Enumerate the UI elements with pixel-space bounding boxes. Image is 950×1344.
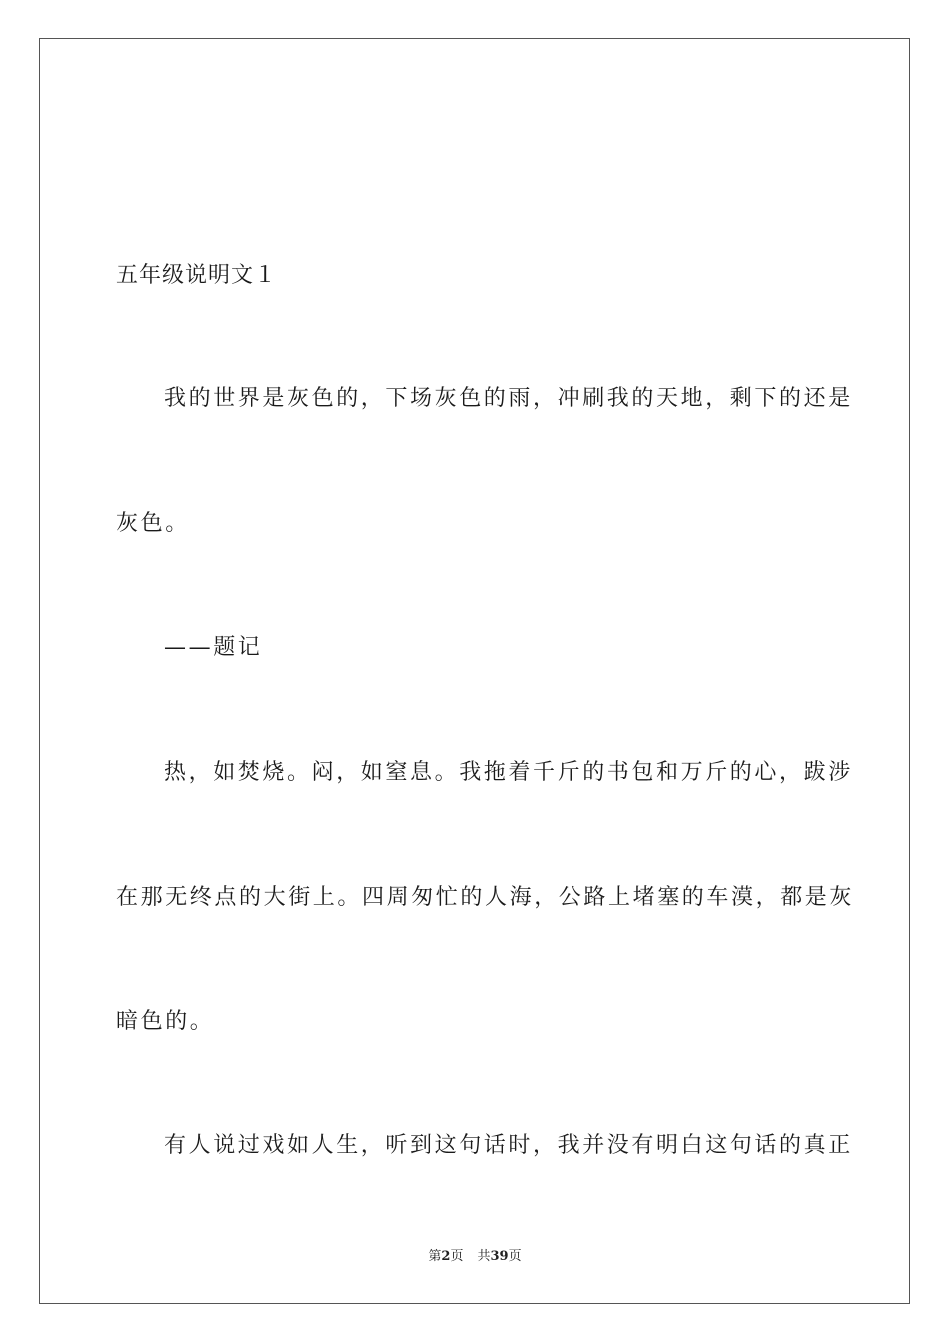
epigraph-attribution: ——题记 [164, 635, 263, 660]
paragraph-1-line-1: 我的世界是灰色的，下场灰色的雨，冲刷我的天地，剩下的还是 [164, 386, 853, 411]
total-pages: 39 [490, 1249, 509, 1264]
total-suffix: 页 [508, 1249, 522, 1264]
page-number: 2 [441, 1249, 451, 1264]
paragraph-3-line-3: 暗色的。 [116, 1009, 215, 1034]
document-title: 五年级说明文１ [116, 263, 278, 288]
paragraph-1-line-2: 灰色。 [116, 511, 190, 536]
paragraph-3-line-2: 在那无终点的大街上。四周匆忙的人海，公路上堵塞的车漠，都是灰 [116, 885, 855, 910]
page-footer [0, 1248, 950, 1266]
page-suffix: 页 [450, 1249, 464, 1264]
paragraph-3-line-1: 热，如焚烧。闷，如窒息。我拖着千斤的书包和万斤的心，跋涉 [164, 760, 853, 785]
page-border [39, 38, 910, 1304]
total-prefix: 共 [477, 1249, 491, 1264]
page-prefix: 第 [428, 1249, 442, 1264]
paragraph-4-line-1: 有人说过戏如人生，听到这句话时，我并没有明白这句话的真正 [164, 1133, 853, 1158]
